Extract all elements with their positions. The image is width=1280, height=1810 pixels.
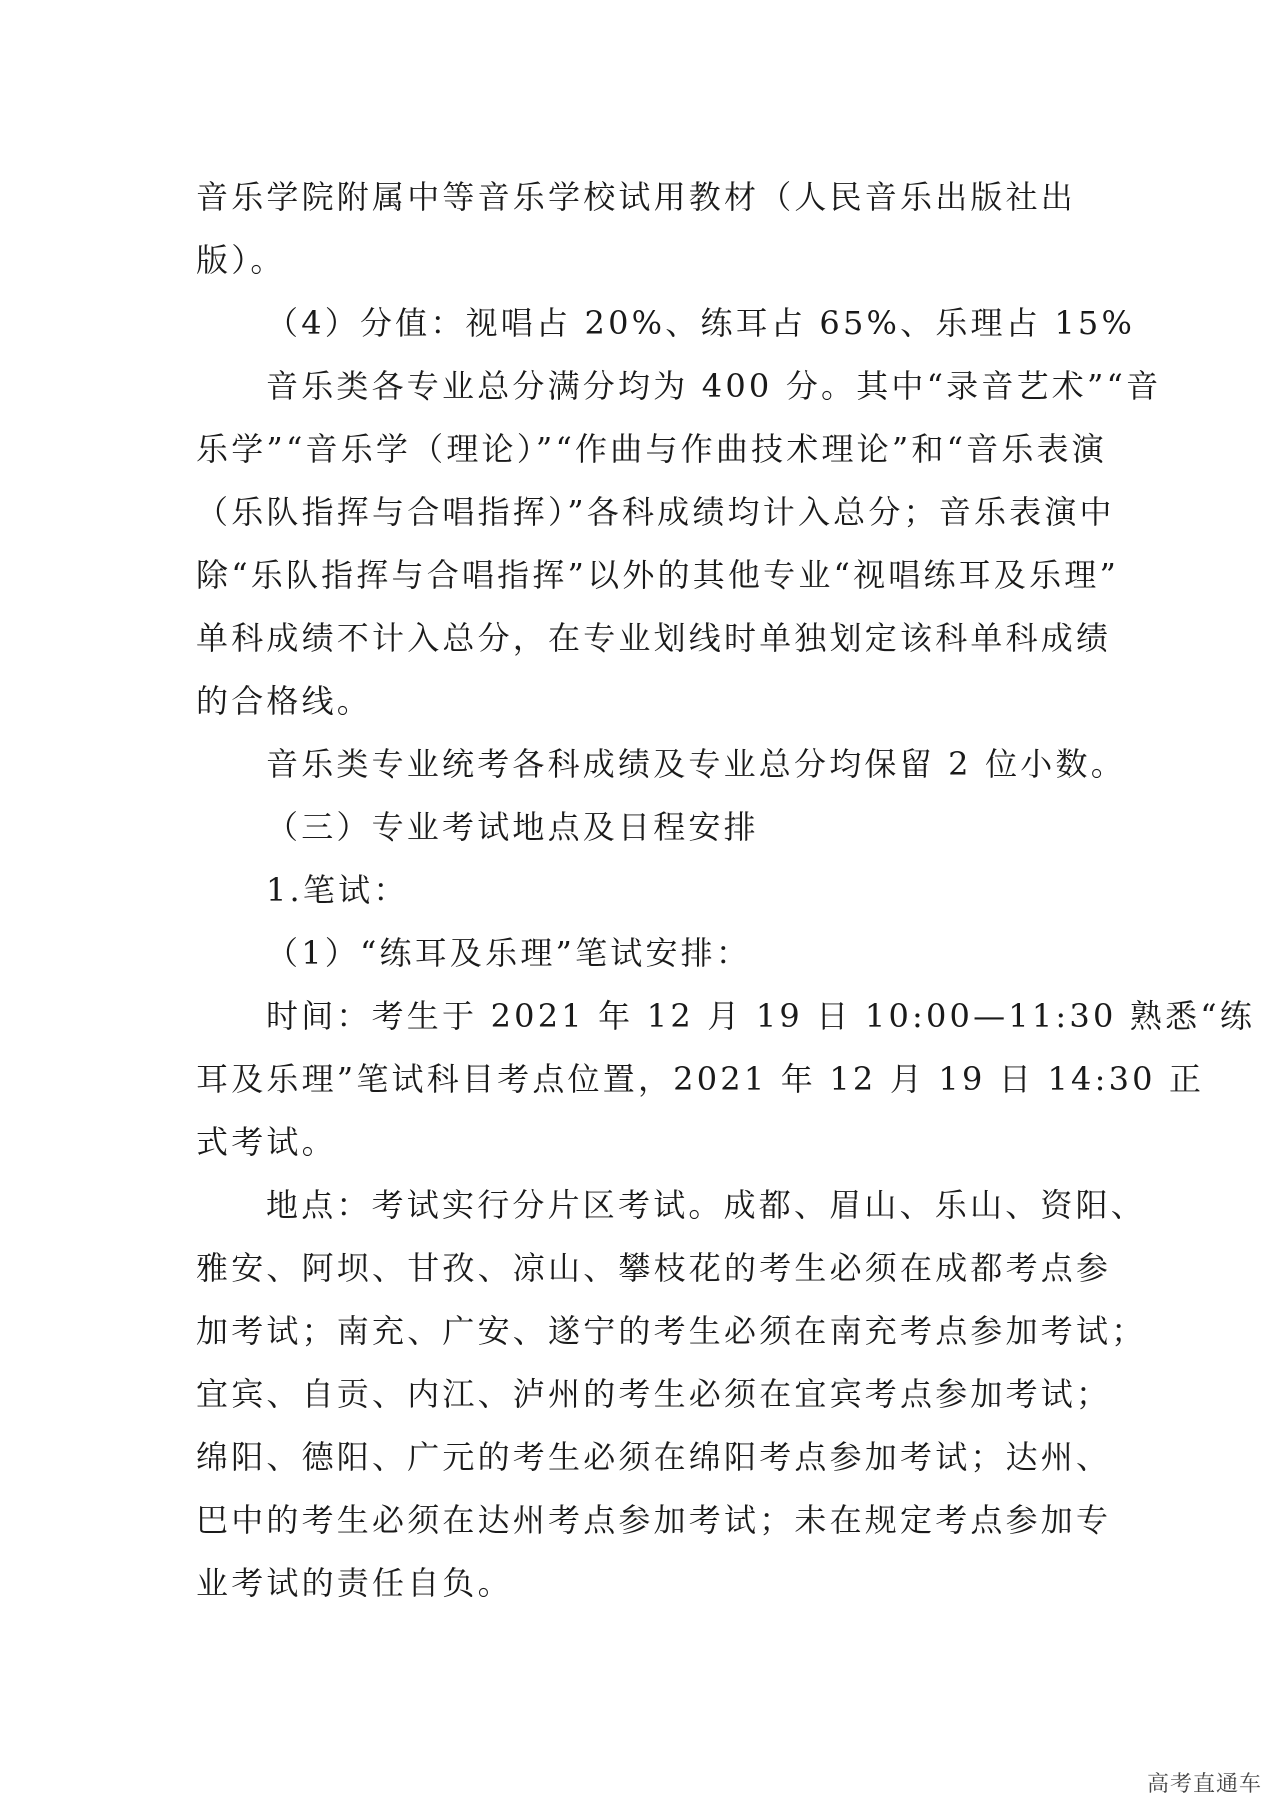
text-line-23: 业考试的责任自负。 [196, 1564, 513, 1602]
subheading-ear-training: （1）“练耳及乐理”笔试安排： [266, 934, 752, 972]
text-line-15: 耳及乐理”笔试科目考点位置，2021 年 12 月 19 日 14:30 正 [196, 1060, 1205, 1098]
text-line-16: 式考试。 [196, 1123, 337, 1161]
text-line-22: 巴中的考生必须在达州考点参加考试；未在规定考点参加专 [196, 1501, 1112, 1539]
watermark-label: 高考直通车 [1146, 1772, 1262, 1797]
text-line-4: 音乐类各专业总分满分均为 400 分。其中“录音艺术”“音 [266, 367, 1162, 405]
document-body [196, 166, 1256, 1615]
text-line-1: 音乐学院附属中等音乐学校试用教材（人民音乐出版社出 [196, 178, 1077, 216]
text-line-18: 雅安、阿坝、甘孜、凉山、攀枝花的考生必须在成都考点参 [196, 1249, 1112, 1287]
text-line-21: 绵阳、德阳、广元的考生必须在绵阳考点参加考试；达州、 [196, 1438, 1112, 1476]
text-line-3: （4）分值：视唱占 20%、练耳占 65%、乐理占 15% [266, 304, 1136, 342]
text-line-19: 加考试；南充、广安、遂宁的考生必须在南充考点参加考试； [196, 1312, 1147, 1350]
text-line-14: 时间：考生于 2021 年 12 月 19 日 10:00—11:30 熟悉“练 [266, 997, 1256, 1035]
text-line-9: 的合格线。 [196, 682, 373, 720]
subheading-written-exam: 1.笔试： [266, 871, 409, 909]
section-heading: （三）专业考试地点及日程安排 [266, 808, 759, 846]
text-line-8: 单科成绩不计入总分，在专业划线时单独划定该科单科成绩 [196, 619, 1112, 657]
text-line-20: 宜宾、自贡、内江、泸州的考生必须在宜宾考点参加考试； [196, 1375, 1112, 1413]
text-line-2: 版）。 [196, 241, 286, 279]
text-line-7: 除“乐队指挥与合唱指挥”以外的其他专业“视唱练耳及乐理” [196, 556, 1120, 594]
text-line-5: 乐学”“音乐学（理论）”“作曲与作曲技术理论”和“音乐表演 [196, 430, 1107, 468]
text-line-17: 地点：考试实行分片区考试。成都、眉山、乐山、资阳、 [266, 1186, 1147, 1224]
text-line-10: 音乐类专业统考各科成绩及专业总分均保留 2 位小数。 [266, 745, 1126, 783]
text-line-6: （乐队指挥与合唱指挥）”各科成绩均计入总分；音乐表演中 [196, 493, 1115, 531]
